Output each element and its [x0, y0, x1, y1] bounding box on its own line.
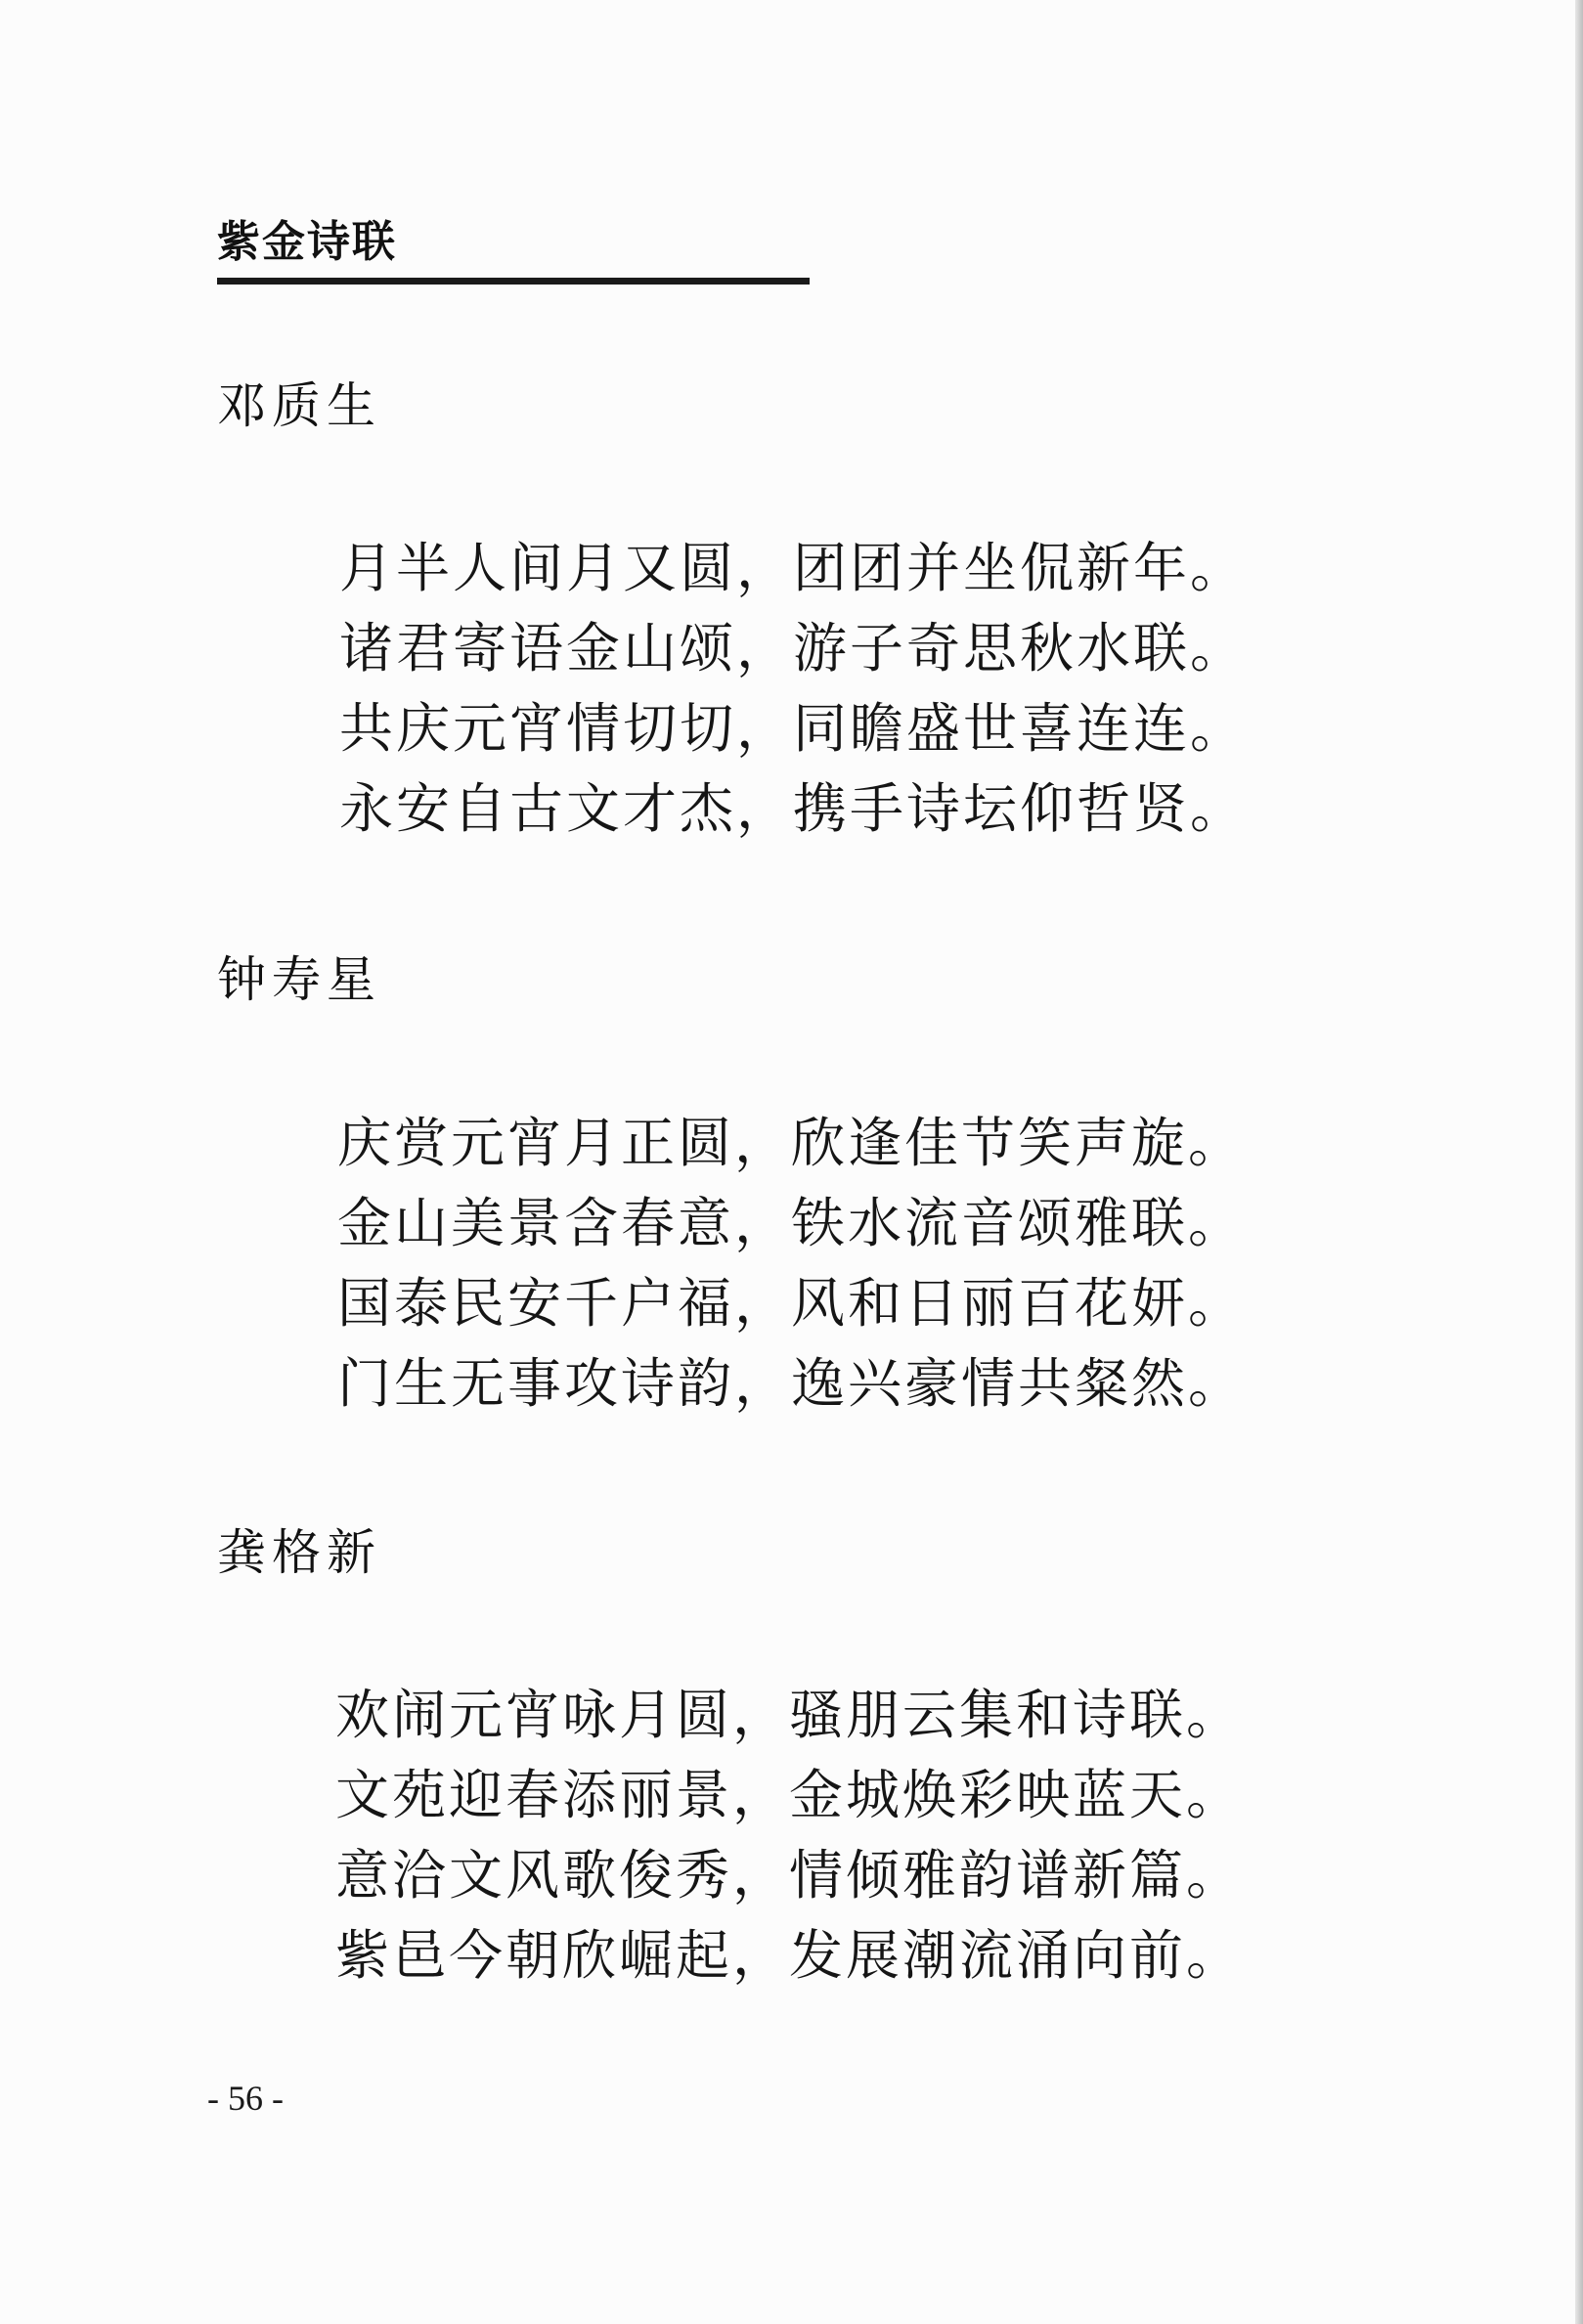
- poem-line: 月半人间月又圆，团团并坐侃新年。: [339, 537, 1248, 599]
- header-title: 紫金诗联: [217, 217, 397, 267]
- poem-line: 诸君寄语金山颂，游子奇思秋水联。: [339, 617, 1248, 680]
- page-number: - 56 -: [207, 2079, 284, 2118]
- poem-line: 永安自古文才杰，携手诗坛仰哲贤。: [339, 777, 1248, 840]
- poem-line: 文苑迎春添丽景，金城焕彩映蓝天。: [335, 1764, 1244, 1826]
- poem-line: 欢闹元宵咏月圆，骚朋云集和诗联。: [335, 1684, 1244, 1746]
- poem-body-1: [339, 528, 1247, 849]
- poem-line: 共庆元宵情切切，同瞻盛世喜连连。: [339, 697, 1248, 760]
- poem-line: 意洽文风歌俊秀，情倾雅韵谱新篇。: [335, 1844, 1244, 1907]
- poem-section-2: [217, 950, 381, 1009]
- poem-body-3: [335, 1675, 1243, 1995]
- poem-line: 紫邑今朝欣崛起，发展潮流涌向前。: [335, 1924, 1244, 1987]
- header-rule: [217, 278, 810, 285]
- poem-author: 龚格新: [217, 1524, 381, 1581]
- poem-line: 国泰民安千户福，风和日丽百花妍。: [337, 1272, 1246, 1335]
- poem-section-1: [217, 376, 381, 435]
- running-header: [217, 217, 810, 285]
- poem-author: 钟寿星: [217, 951, 381, 1008]
- poem-line: 门生无事攻诗韵，逸兴豪情共粲然。: [337, 1352, 1246, 1415]
- poem-author: 邓质生: [217, 377, 381, 434]
- poem-line: 庆赏元宵月正圆，欣逢佳节笑声旋。: [337, 1112, 1246, 1174]
- poem-body-2: [337, 1103, 1245, 1424]
- poem-line: 金山美景含春意，铁水流音颂雅联。: [337, 1192, 1246, 1254]
- page-edge-shadow: [1575, 0, 1583, 2324]
- poem-section-3: [217, 1523, 381, 1582]
